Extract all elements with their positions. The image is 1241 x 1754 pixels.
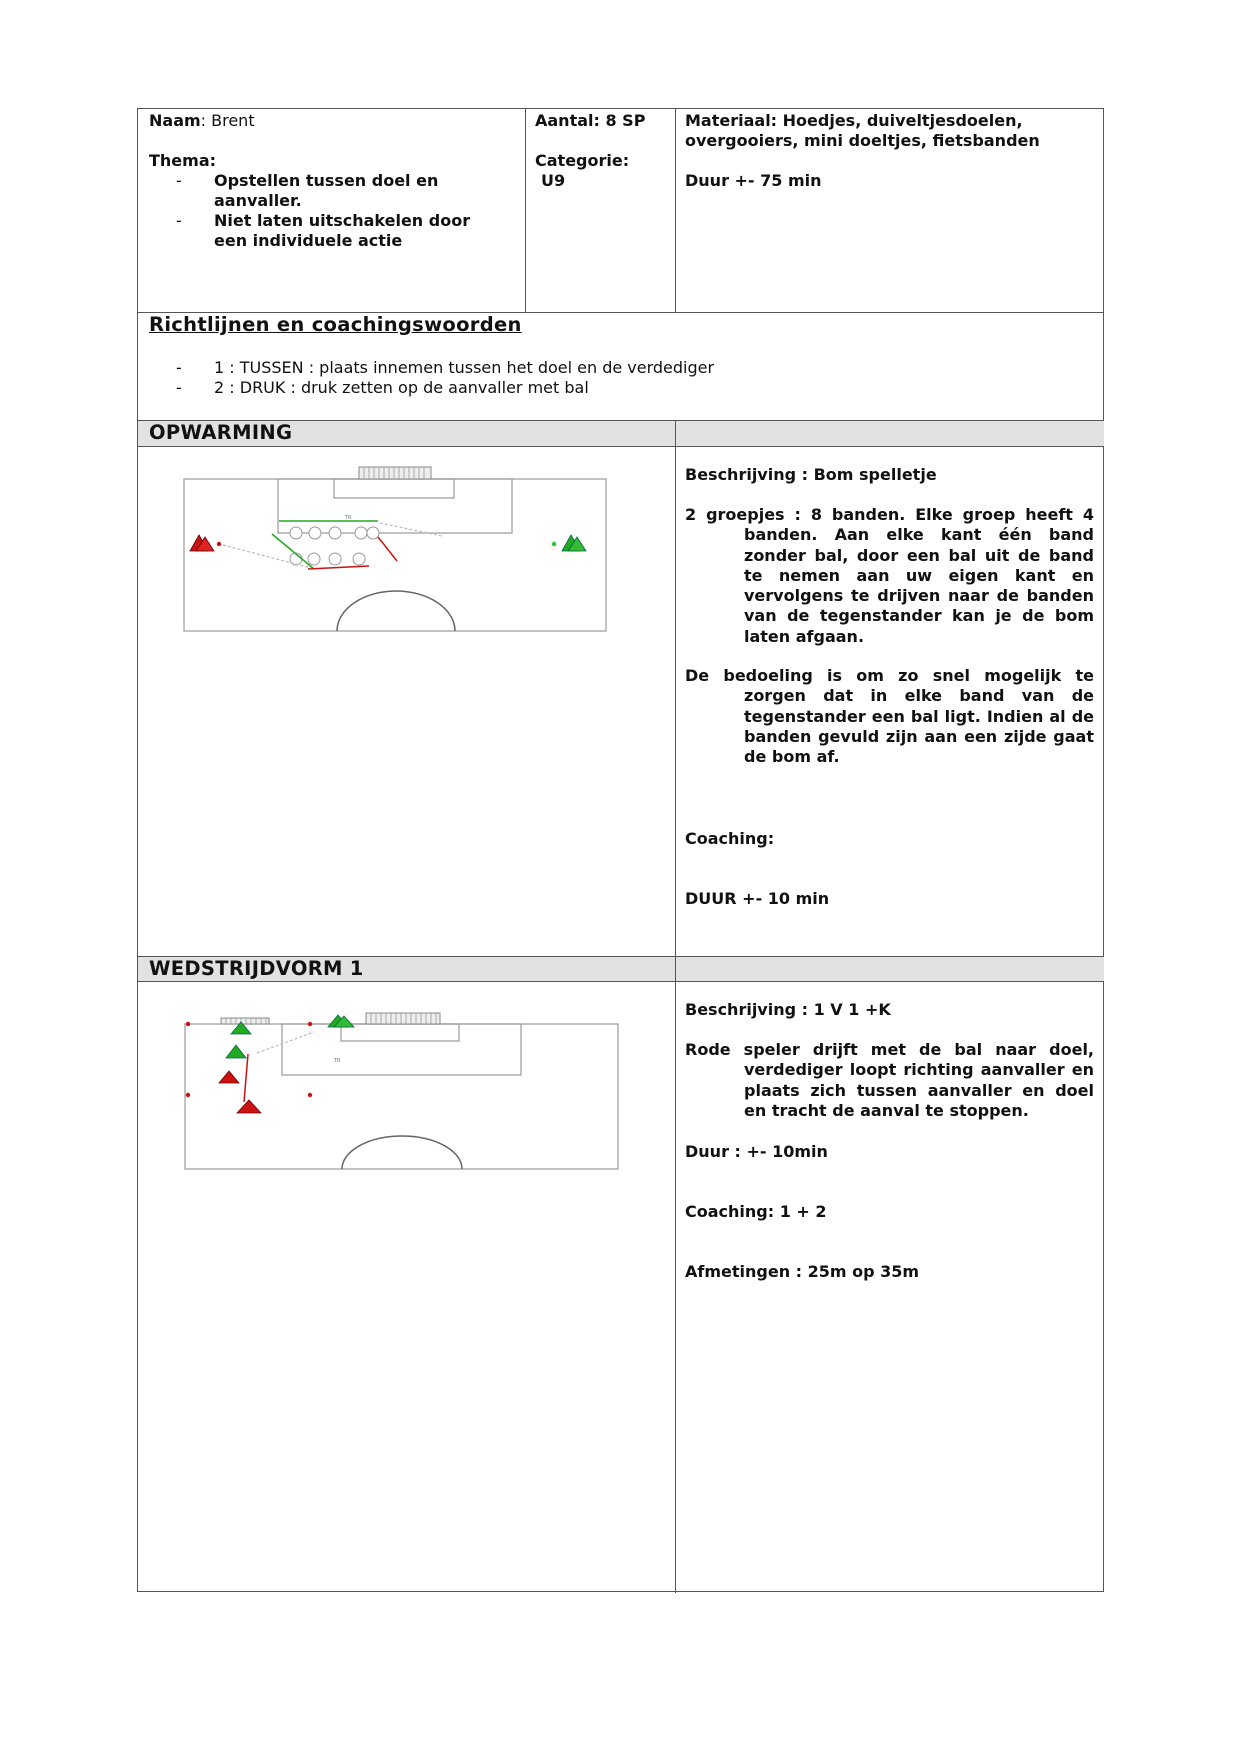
naam-value: : Brent [200, 111, 255, 130]
thema-list [138, 171, 518, 251]
categorie-value: U9 [541, 171, 566, 190]
divider [525, 109, 526, 312]
thema-label: Thema: [149, 151, 217, 170]
list-item: - 1 : TUSSEN : plaats innemen tussen het doel en de verdediger [176, 358, 715, 377]
wedstrijdvorm-coaching: Coaching: 1 + 2 [685, 1202, 827, 1221]
list-item: aanvaller. [214, 191, 302, 210]
wedstrijdvorm-dimensions: Afmetingen : 25m op 35m [685, 1262, 920, 1281]
aantal-categorie-cell [535, 111, 670, 191]
paragraph: De bedoeling is om zo snel mogelijk te zorgen dat in elke band van de tegenstander een bal ligt. Indien al de banden gevuld zijn aan een zijde gaat de bom af. [685, 666, 1094, 767]
categorie-label: Categorie: [535, 151, 630, 170]
diagram-label: TR [345, 515, 352, 521]
divider [675, 420, 676, 957]
opwarming-beschrijving: Beschrijving : Bom spelletje [685, 465, 937, 484]
divider [675, 109, 676, 312]
opwarming-coaching: Coaching: [685, 829, 775, 848]
divider [675, 957, 676, 1593]
opwarming-goal [685, 666, 1094, 767]
training-sheet [137, 108, 1104, 1592]
opwarming-field-diagram [138, 447, 674, 647]
aantal: Aantal: 8 SP [535, 111, 646, 130]
wedstrijdvorm-field-diagram [138, 982, 674, 1182]
opwarming-title: OPWARMING [149, 421, 293, 444]
naam-thema-cell [149, 111, 519, 250]
total-duration: Duur +- 75 min [685, 171, 822, 190]
richtlijnen-title: Richtlijnen en coachingswoorden [149, 313, 522, 336]
coaching-words-list [138, 358, 1038, 398]
opwarming-duration: DUUR +- 10 min [685, 889, 830, 908]
wedstrijdvorm-duration: Duur : +- 10min [685, 1142, 828, 1161]
paragraph: Rode speler drijft met de bal naar doel, verdediger loopt richting aanvaller en plaats zich tussen aanvaller en doel en tracht de aanval te stoppen. [685, 1040, 1094, 1120]
materiaal-line: Materiaal: Hoedjes, duiveltjesdoelen, [685, 111, 1023, 130]
materiaal-line: overgooiers, mini doeltjes, fietsbanden [685, 131, 1040, 150]
list-item: - Niet laten uitschakelen door [176, 211, 471, 230]
wedstrijdvorm-title: WEDSTRIJDVORM 1 [149, 957, 364, 980]
wedstrijdvorm-beschrijving: Beschrijving : 1 V 1 +K [685, 1000, 891, 1019]
list-item: - Opstellen tussen doel en [176, 171, 439, 190]
list-item: - 2 : DRUK : druk zetten op de aanvaller met bal [176, 378, 589, 397]
paragraph: 2 groepjes : 8 banden. Elke groep heeft 4 banden. Aan elke kant één band zonder bal, door een bal uit de band te nemen aan uw eigen kant en vervolgens te drijven naar de banden van de tegenstander kan je de bom laten afgaan. [685, 505, 1094, 646]
materiaal-cell [685, 111, 1095, 191]
naam-label: Naam [149, 111, 201, 130]
diagram-label: TR [334, 1058, 341, 1064]
list-item: een individuele actie [214, 231, 403, 250]
opwarming-description [685, 505, 1094, 647]
wedstrijdvorm-description [685, 1040, 1094, 1121]
